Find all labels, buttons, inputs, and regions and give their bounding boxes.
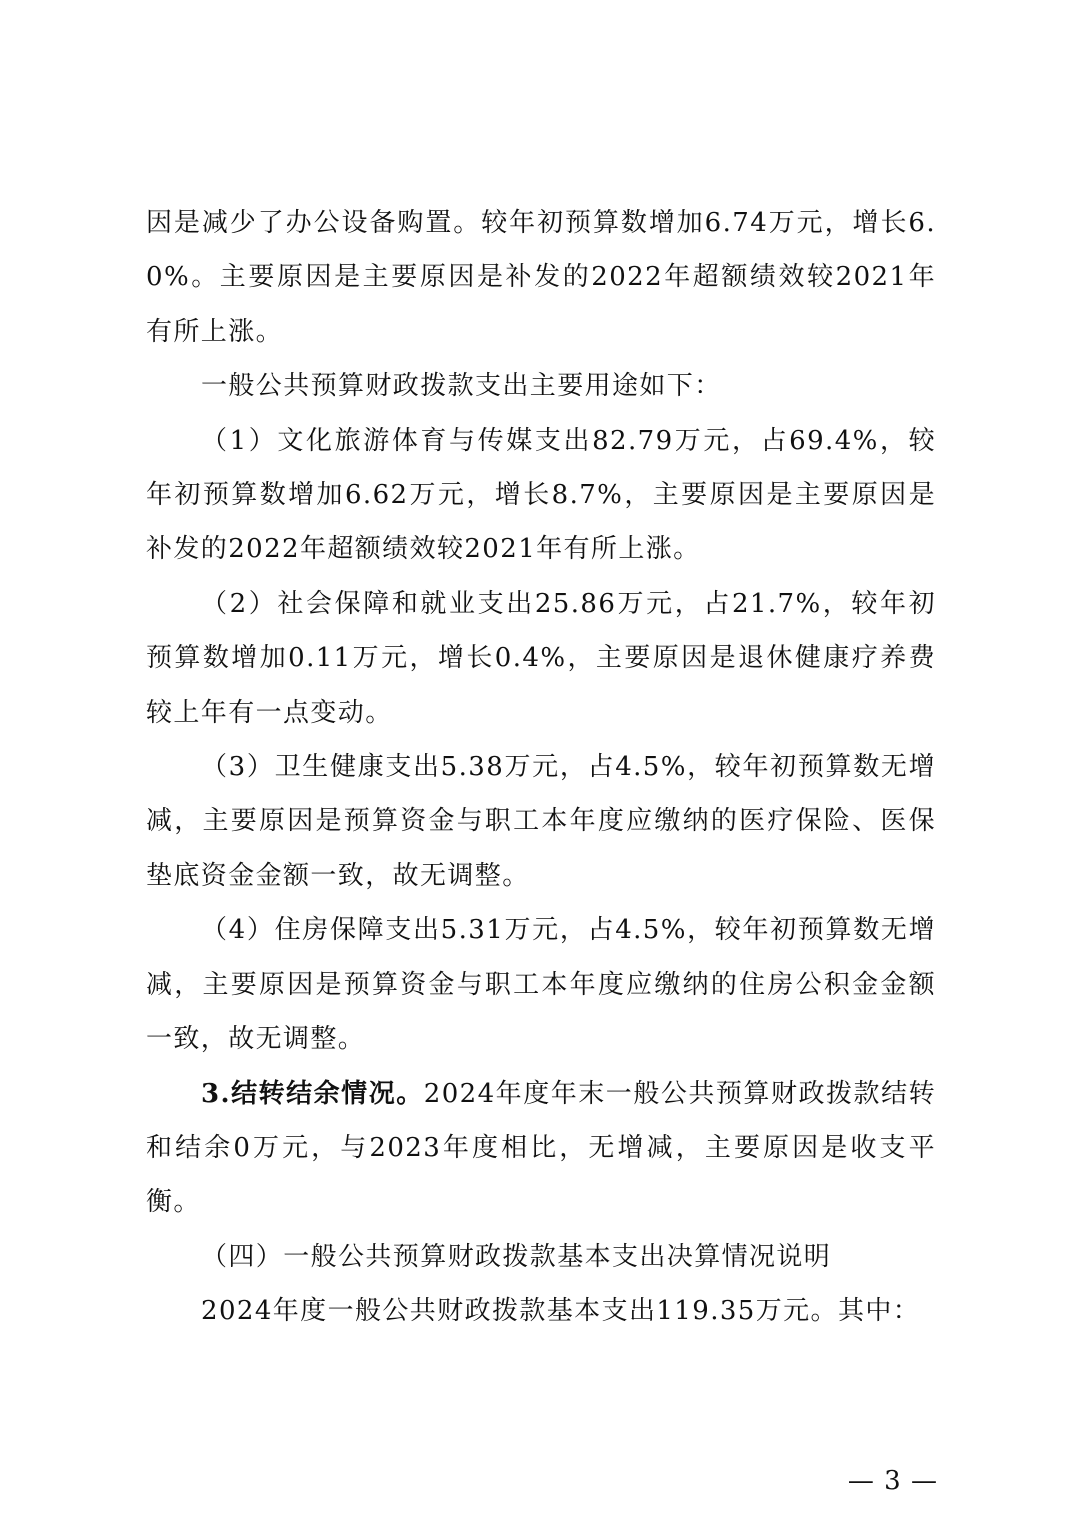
paragraph-item-health: （3）卫生健康支出5.38万元，占4.5%，较年初预算数无增减，主要原因是预算资金与职工本年度应缴纳的医疗保险、医保垫底资金金额一致，故无调整。	[146, 752, 936, 891]
paragraph-item-culture: （1）文化旅游体育与传媒支出82.79万元，占69.4%，较年初预算数增加6.62万元，增长8.7%，主要原因是主要原因是补发的2022年超额绩效较2021年有所上涨。	[146, 425, 936, 565]
paragraph-continuation: 因是减少了办公设备购置。较年初预算数增加6.74万元，增长6.0%。主要原因是主要原因是补发的2022年超额绩效较2021年有所上涨。	[146, 208, 936, 347]
carryover-heading: 3.结转结余情况。	[201, 1078, 424, 1109]
page-number: — 3 —	[847, 1466, 938, 1496]
paragraph-item-social-security: （2）社会保障和就业支出25.86万元，占21.7%，较年初预算数增加0.11万元，增长0.4%，主要原因是退休健康疗养费较上年有一点变动。	[146, 588, 936, 728]
body-text	[146, 196, 936, 1339]
paragraph-item-housing: （4）住房保障支出5.31万元，占4.5%，较年初预算数无增减，主要原因是预算资金与职工本年度应缴纳的住房公积金金额一致，故无调整。	[146, 915, 936, 1055]
paragraph-basic-expenditure: 2024年度一般公共财政拨款基本支出119.35万元。其中：	[201, 1296, 921, 1327]
carryover-text: 2024年度年末一般公共预算财政拨款结转和结余0万元，与2023年度相比，无增减，主要原因是收支平衡。	[146, 1078, 937, 1218]
section-heading-basic-expenditure: （四）一般公共预算财政拨款基本支出决算情况说明	[201, 1241, 832, 1272]
paragraph-carryover	[146, 1067, 936, 1230]
paragraph-uses-intro: 一般公共预算财政拨款支出主要用途如下：	[201, 371, 722, 402]
